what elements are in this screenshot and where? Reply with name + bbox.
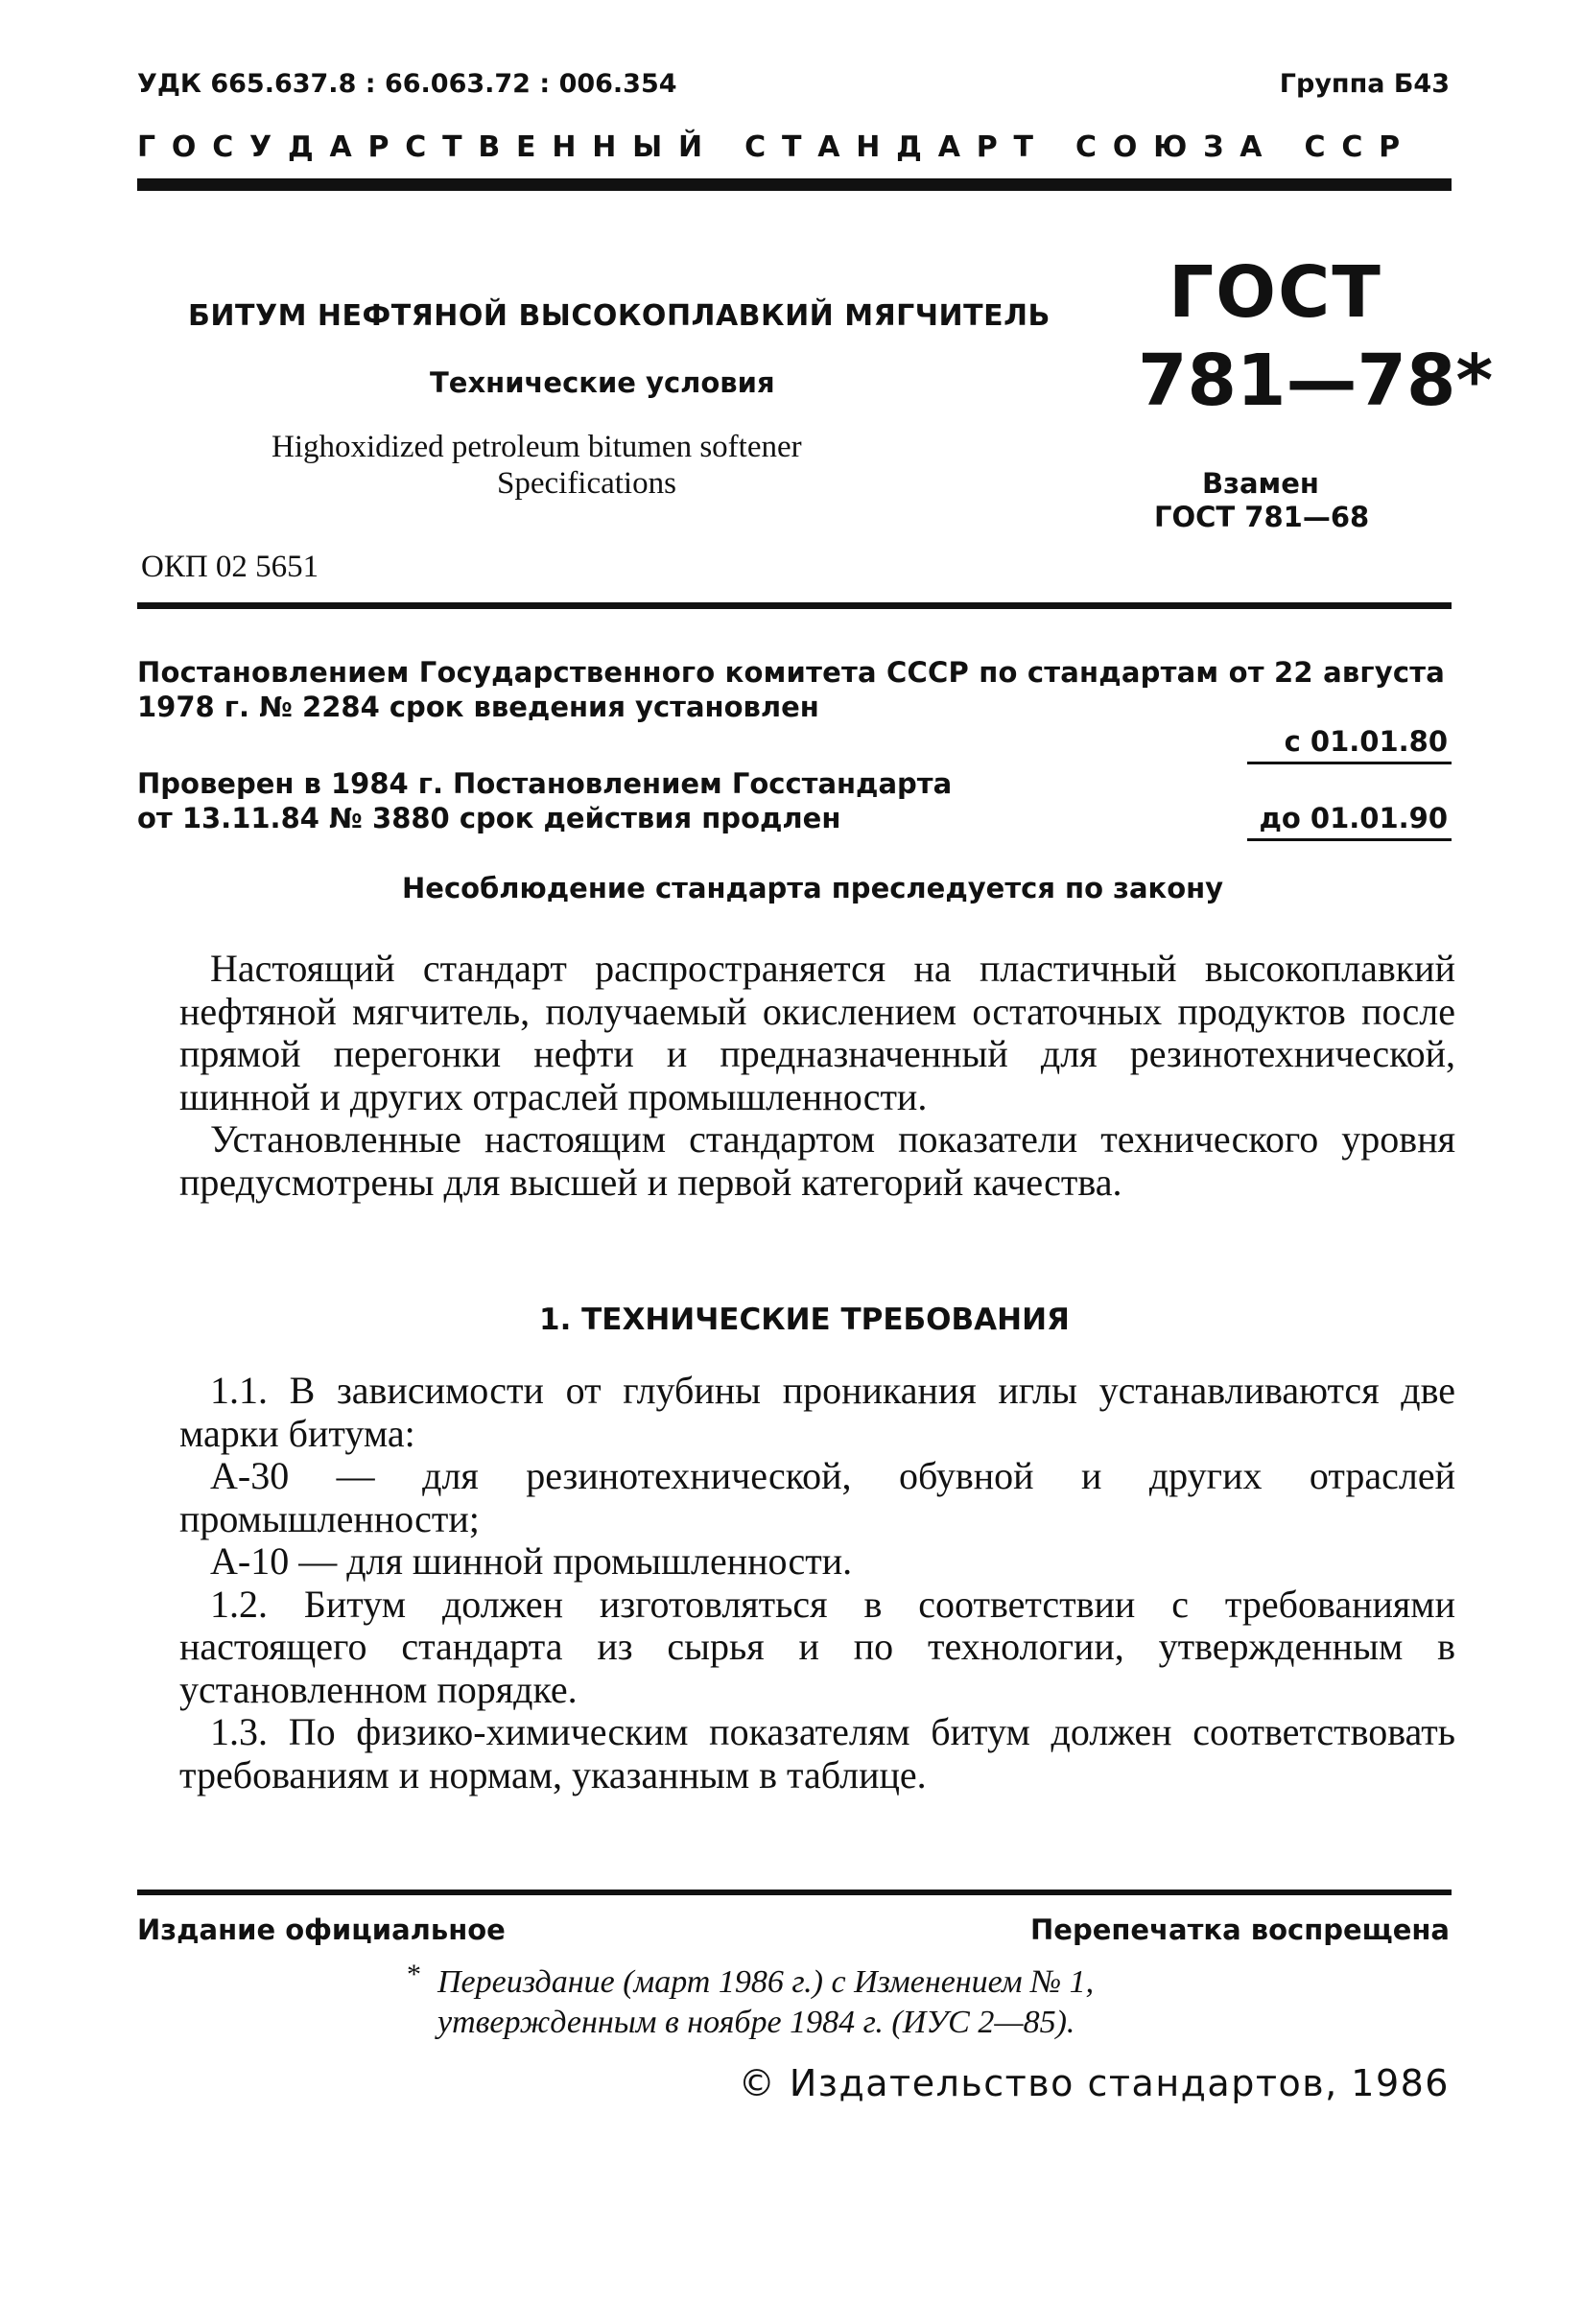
gost-number: 781—78* xyxy=(1138,340,1494,422)
official-edition: Издание официальное xyxy=(137,1913,506,1946)
okp-code: ОКП 02 5651 xyxy=(141,550,319,584)
gost-label: ГОСТ xyxy=(1169,251,1382,334)
section-1-text xyxy=(179,1370,1455,1796)
group-code: Группа Б43 xyxy=(1279,69,1450,99)
footnote-line-1: Переиздание (март 1986 г.) с Изменением № 1, xyxy=(437,1964,1095,2000)
publisher-copyright: © Издательство стандартов, 1986 xyxy=(738,2062,1450,2104)
clause-1-1: 1.1. В зависимости от глубины проникания иглы устанавливаются две марки битума: xyxy=(179,1369,1455,1455)
effective-date: с 01.01.80 xyxy=(1284,725,1448,758)
clause-1-3: 1.3. По физико-химическим показателям битум должен соответствовать требованиям и нормам, указанным в таблице. xyxy=(179,1710,1455,1796)
decree-line-1: Постановлением Государственного комитета СССР по стандартам от 22 августа xyxy=(137,656,1446,689)
reprint-prohibited: Перепечатка воспрещена xyxy=(1030,1913,1450,1946)
effective-date-underline xyxy=(1247,762,1452,764)
intro-paragraph-2: Установленные настоящим стандартом показатели технического уровня предусмотрены для высшей и первой категорий качества. xyxy=(179,1117,1455,1204)
document-subtitle: Технические условия xyxy=(430,366,775,399)
title-rule xyxy=(137,602,1452,609)
intro-text xyxy=(179,948,1455,1204)
footnote-mark: * xyxy=(407,1959,421,1990)
decree-line-2: 1978 г. № 2284 срок введения установлен xyxy=(137,691,819,723)
section-heading: 1. ТЕХНИЧЕСКИЕ ТРЕБОВАНИЯ xyxy=(539,1303,1070,1337)
grade-a10: А-10 — для шинной промышленности. xyxy=(210,1539,853,1583)
extended-date: до 01.01.90 xyxy=(1259,802,1448,834)
clause-1-2: 1.2. Битум должен изготовляться в соответствии с требованиями настоящего стандарта из сырья и по технологии, утвержденным в установленном порядке. xyxy=(179,1582,1455,1711)
english-subtitle: Specifications xyxy=(497,466,676,501)
replaces-label: Взамен xyxy=(1202,467,1319,500)
check-line-1: Проверен в 1984 г. Постановлением Госстандарта xyxy=(137,767,953,800)
grade-a30: А-30 — для резинотехнической, обувной и других отраслей промышленности; xyxy=(179,1454,1455,1540)
intro-paragraph-1: Настоящий стандарт распространяется на пластичный высокоплавкий нефтяной мягчитель, получаемый окислением остаточных продуктов после прямой перегонки нефти и предназначенный для резинотехнической, шинной и других отраслей промышленности. xyxy=(179,947,1455,1118)
state-standard-banner: ГОСУДАРСТВЕННЫЙ СТАНДАРТ СОЮЗА ССР xyxy=(137,130,1416,164)
extended-date-underline xyxy=(1247,838,1452,841)
replaces-value: ГОСТ 781—68 xyxy=(1154,501,1370,533)
legal-warning: Несоблюдение стандарта преследуется по закону xyxy=(402,872,1224,904)
udk-code: УДК 665.637.8 : 66.063.72 : 006.354 xyxy=(137,69,677,99)
document-title: БИТУМ НЕФТЯНОЙ ВЫСОКОПЛАВКИЙ МЯГЧИТЕЛЬ xyxy=(188,299,1051,333)
footer-rule xyxy=(137,1890,1452,1895)
footnote-line-2: утвержденным в ноябре 1984 г. (ИУС 2—85). xyxy=(437,2005,1075,2040)
check-line-2: от 13.11.84 № 3880 срок действия продлен xyxy=(137,802,841,834)
english-title: Highoxidized petroleum bitumen softener xyxy=(272,430,802,464)
header-rule xyxy=(137,178,1452,191)
